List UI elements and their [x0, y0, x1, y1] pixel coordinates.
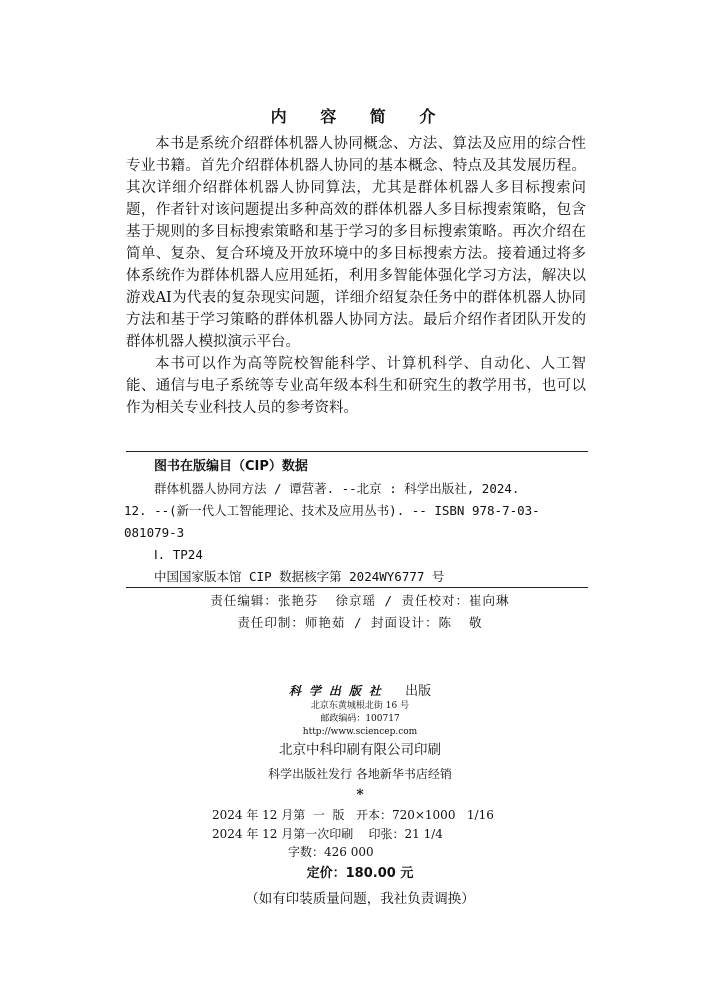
publisher-logo: 科学出版社	[288, 684, 389, 698]
cip-record	[124, 478, 586, 588]
publisher-address: 北京东黄城根北街 16 号	[310, 701, 410, 711]
intro-text	[126, 133, 586, 419]
publisher-url: http://www.sciencep.com	[302, 727, 418, 737]
publisher-action: 出版	[405, 684, 432, 699]
spec-line-2: 2024 年 12 月第一次印刷 印张：21 1/4	[212, 827, 443, 841]
intro-paragraph-1: 本书是系统介绍群体机器人协同概念、方法、算法及应用的综合性专业书籍。首先介绍群体机器人协同的基本概念、特点及其发展历程。其次详细介绍群体机器人协同算法，尤其是群体机器人多目标搜索问题，作者针对该问题提出多种高效的群体机器人多目标搜索策略，包含基于规则的多目标搜索策略和基于学习的多目标搜索策略。再次介绍在简单、复杂、复合环境及开放环境中的多目标搜索方法。接着通过将多体系统作为群体机器人应用延拓，利用多智能体强化学习方法，解决以游戏AI为代表的复杂现实问题，详细介绍复杂任务中的群体机器人协同方法和基于学习策略的群体机器人协同方法。最后介绍作者团队开发的群体机器人模拟演示平台。	[126, 136, 586, 350]
spec-line-1: 2024 年 12 月第 一 版 开本：720×1000 1/16	[212, 808, 494, 822]
page-title: 内 容 简 介	[270, 107, 450, 126]
staff-line-1: 责任编辑：张艳芬 徐京瑶 / 责任校对：崔向琳	[210, 593, 510, 608]
cip-top-rule	[126, 451, 588, 452]
cip-line-4: Ⅰ. TP24	[154, 547, 203, 562]
intro-paragraph-2: 本书可以作为高等院校智能科学、计算机科学、自动化、人工智能、通信与电子系统等专业高年级本科生和研究生的教学用书，也可以作为相关专业科技人员的参考资料。	[126, 356, 586, 416]
quality-note: （如有印装质量问题，我社负责调换）	[245, 891, 475, 907]
cip-line-2: 12. --(新一代人工智能理论、技术及应用丛书). -- ISBN 978-7-03-	[124, 503, 540, 518]
printer-line: 北京中科印刷有限公司印刷	[279, 742, 441, 758]
cip-line-3: 081079-3	[124, 525, 185, 540]
cip-title: 图书在版编目（CIP）数据	[154, 459, 308, 474]
cip-bottom-rule	[126, 587, 588, 588]
cip-line-5: 中国国家版本馆 CIP 数据核字第 2024WY6777 号	[154, 569, 445, 584]
cip-line-1: 群体机器人协同方法 / 谭营著. --北京 : 科学出版社, 2024.	[154, 481, 520, 496]
publisher-postcode: 邮政编码：100717	[320, 714, 400, 724]
staff-line-2: 责任印制：师艳茹 / 封面设计：陈 敬	[237, 615, 483, 630]
spec-line-3: 字数：426 000	[288, 845, 374, 859]
distribution-line: 科学出版社发行 各地新华书店经销	[268, 767, 452, 781]
price-line: 定价：180.00 元	[306, 866, 414, 881]
separator-star: *	[356, 787, 364, 803]
publisher-line	[0, 680, 720, 699]
